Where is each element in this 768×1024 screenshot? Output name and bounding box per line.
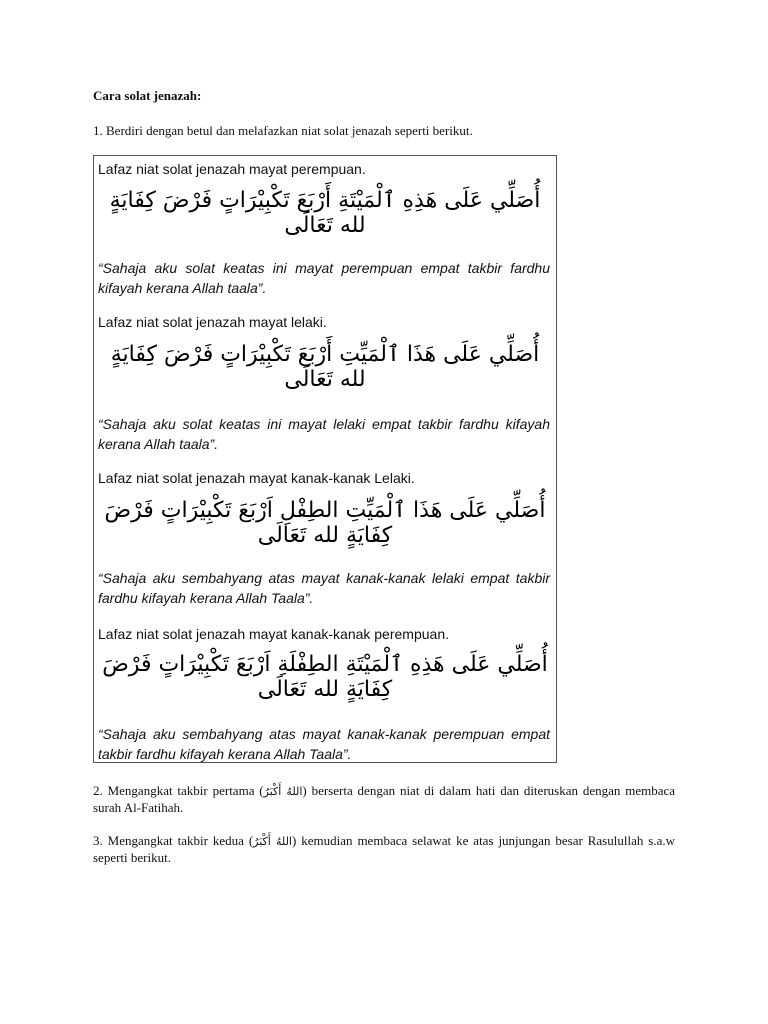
step-3-after: ) kemudian membaca selawat ke atas junjungan besar Rasulullah s.a.w seperti berikut. bbox=[93, 833, 675, 865]
section-1-translation: “Sahaja aku solat keatas ini mayat perempuan empat takbir fardhu kifayah kerana Allah taala”. bbox=[98, 260, 550, 296]
step-1-text: 1. Berdiri dengan betul dan melafazkan niat solat jenazah seperti berikut. bbox=[93, 123, 473, 138]
step-3-text bbox=[93, 833, 675, 866]
section-2-translation: “Sahaja aku solat keatas ini mayat lelaki empat takbir fardhu kifayah kerana Allah taala”. bbox=[98, 416, 550, 452]
niat-box bbox=[93, 155, 557, 763]
section-3-translation: “Sahaja aku sembahyang atas mayat kanak-kanak lelaki empat takbir fardhu kifayah kerana Allah Taala”. bbox=[98, 570, 550, 606]
section-4-translation: “Sahaja aku sembahyang atas mayat kanak-kanak perempuan empat takbir fardhu kifayah kerana Allah Taala”. bbox=[98, 726, 550, 762]
section-4-title: Lafaz niat solat jenazah mayat kanak-kanak perempuan. bbox=[98, 626, 449, 642]
section-3-title: Lafaz niat solat jenazah mayat kanak-kanak Lelaki. bbox=[98, 470, 415, 486]
step-3-arabic: اللهُ أَكْبَرُ bbox=[253, 835, 292, 848]
section-2-title: Lafaz niat solat jenazah mayat lelaki. bbox=[98, 314, 327, 330]
step-3-before: 3. Mengangkat takbir kedua ( bbox=[93, 833, 254, 848]
section-2-arabic: أُصَلِّي عَلَى هَذَا ٱلْمَيِّتِ أَرْبَعَ تَكْبِيْرَاتٍ فَرْضَ كِفَايَةٍ لله تَعَالَى bbox=[110, 342, 540, 392]
section-1-title: Lafaz niat solat jenazah mayat perempuan. bbox=[98, 161, 366, 177]
step-2-text bbox=[93, 783, 675, 816]
page-heading: Cara solat jenazah: bbox=[93, 88, 202, 103]
section-1-arabic: أُصَلِّي عَلَى هَذِهِ ٱلْمَيْتَةِ أَرْبَعَ تَكْبِيْرَاتٍ فَرْضَ كِفَايَةٍ لله تَعَالَى bbox=[109, 188, 541, 238]
section-4-arabic: أُصَلِّي عَلَى هَذِهِ ٱلْمَيْتَةِ الطِفْلَةِ اَرْبَعَ تَكْبِيْرَاتٍ فَرْضَ كِفَايَةٍ لله تَعَالَى bbox=[102, 652, 548, 702]
step-2-before: 2. Mengangkat takbir pertama ( bbox=[93, 783, 264, 798]
section-3-arabic: أُصَلِّي عَلَى هَذَا ٱلْمَيِّتِ الطِفْلِ اَرْبَعَ تَكْبِيْرَاتٍ فَرْضَ كِفَايَةٍ لله تَعَالَى bbox=[104, 498, 546, 548]
step-2-arabic: اللهُ أَكْبَرُ bbox=[263, 785, 303, 798]
step-2-after: ) berserta dengan niat di dalam hati dan diteruskan dengan membaca surah Al-Fatihah. bbox=[93, 783, 676, 815]
